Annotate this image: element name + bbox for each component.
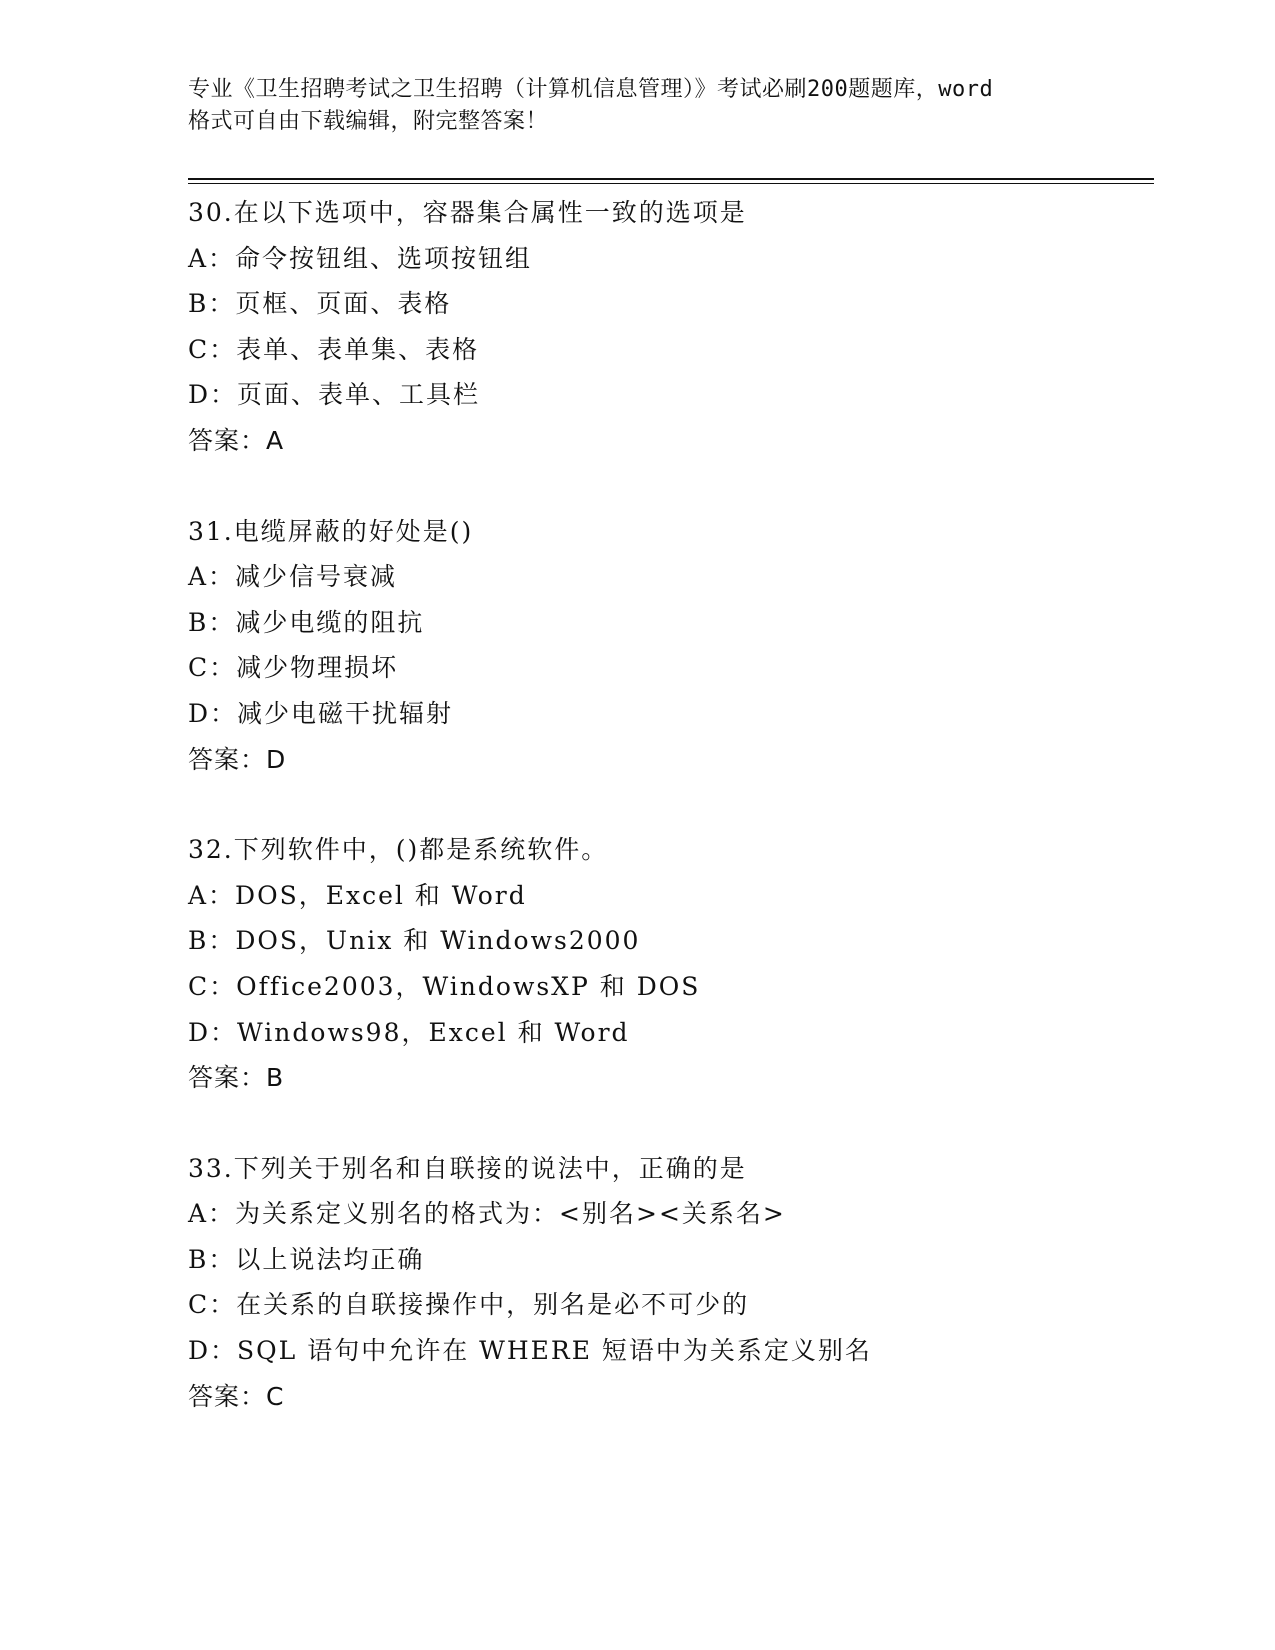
option-d: D：Windows98，Excel 和 Word bbox=[188, 1017, 630, 1047]
option-a: A：减少信号衰减 bbox=[188, 562, 398, 592]
option-d: D：SQL 语句中允许在 WHERE 短语中为关系定义别名 bbox=[188, 1336, 872, 1366]
option-b: B：DOS，Unix 和 Windows2000 bbox=[188, 926, 641, 956]
option-c: C：在关系的自联接操作中，别名是必不可少的 bbox=[188, 1290, 750, 1320]
question-stem: 33.下列关于别名和自联接的说法中，正确的是 bbox=[188, 1153, 747, 1183]
document-header bbox=[188, 74, 1088, 138]
option-d: D：页面、表单、工具栏 bbox=[188, 380, 481, 410]
question-stem: 32.下列软件中，()都是系统软件。 bbox=[188, 835, 609, 865]
option-b: B：减少电缆的阻抗 bbox=[188, 607, 425, 637]
question-32 bbox=[188, 827, 1148, 1101]
option-c: C：减少物理损坏 bbox=[188, 653, 399, 683]
answer: 答案：A bbox=[188, 425, 285, 455]
answer: 答案：D bbox=[188, 744, 287, 774]
option-a: A：为关系定义别名的格式为：<别名><关系名> bbox=[188, 1199, 786, 1229]
question-stem: 31.电缆屏蔽的好处是() bbox=[188, 516, 474, 546]
header-line-1: 专业《卫生招聘考试之卫生招聘（计算机信息管理）》考试必刷200题题库，word bbox=[188, 77, 994, 102]
question-33 bbox=[188, 1146, 1148, 1420]
question-31 bbox=[188, 509, 1148, 783]
question-30 bbox=[188, 190, 1148, 464]
question-list bbox=[188, 190, 1148, 1464]
option-d: D：减少电磁干扰辐射 bbox=[188, 698, 454, 728]
header-line-2: 格式可自由下载编辑，附完整答案！ bbox=[188, 109, 549, 134]
option-c: C：Office2003，WindowsXP 和 DOS bbox=[188, 971, 701, 1001]
option-c: C：表单、表单集、表格 bbox=[188, 334, 480, 364]
option-a: A：命令按钮组、选项按钮组 bbox=[188, 243, 533, 273]
question-stem: 30.在以下选项中，容器集合属性一致的选项是 bbox=[188, 198, 747, 227]
answer: 答案：B bbox=[188, 1063, 285, 1093]
header-rule-thin bbox=[188, 183, 1154, 184]
header-rule-thick bbox=[188, 178, 1154, 180]
option-b: B：以上说法均正确 bbox=[188, 1244, 425, 1274]
option-a: A：DOS，Excel 和 Word bbox=[188, 880, 527, 910]
option-b: B：页框、页面、表格 bbox=[188, 289, 452, 319]
answer: 答案：C bbox=[188, 1381, 285, 1411]
